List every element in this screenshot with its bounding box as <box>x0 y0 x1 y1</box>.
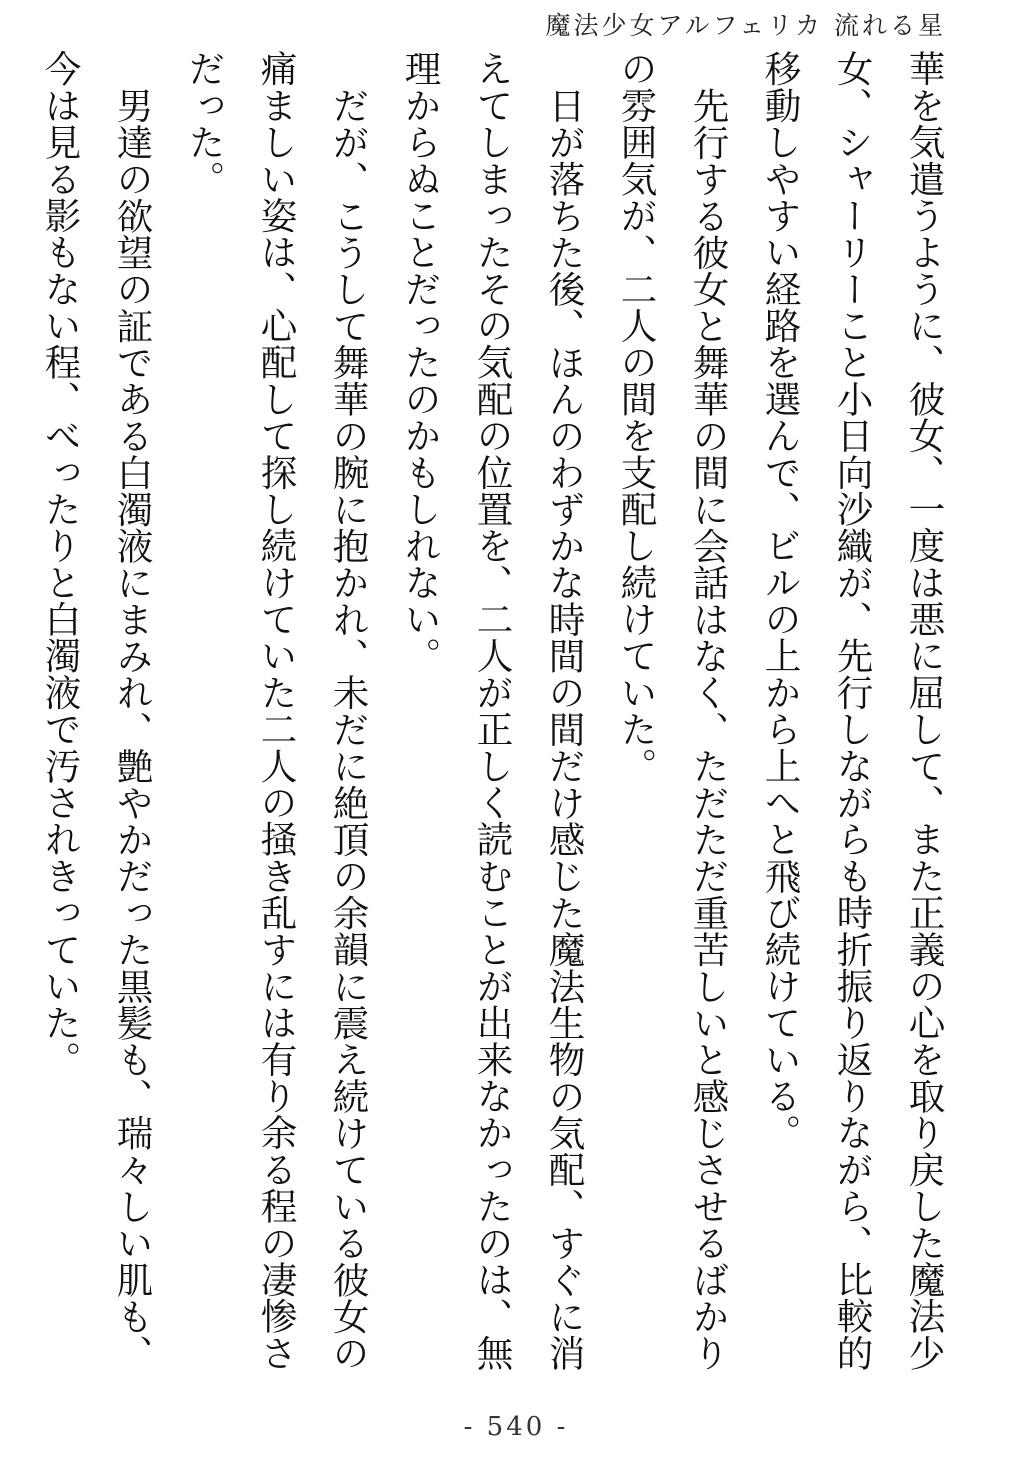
paragraph-2: 先行する彼女と舞華の間に会話はなく、ただただ重苦しいと感じさせるばかりの雰囲気が、二人の間を支配し続けていた。 <box>615 50 730 1371</box>
running-title: 魔法少女アルフェリカ 流れる星 <box>545 11 946 40</box>
paragraph-1: 華を気遣うように、彼女、一度は悪に屈して、また正義の心を取り戻した魔法少女、シャーリーこと小日向沙織が、先行しながらも時折振り返りながら、比較的移動しやすい経路を選んで、ビルの上から上へと飛び続けている。 <box>759 50 946 1371</box>
paragraph-3: 日が落ちた後、ほんのわずかな時間の間だけ感じた魔法生物の気配、すぐに消えてしまったその気配の位置を、二人が正しく読むことが出来なかったのは、無理からぬことだったのかもしれない。 <box>399 50 586 1371</box>
paragraph-4: だが、こうして舞華の腕に抱かれ、未だに絶頂の余韻に震え続けている彼女の痛ましい姿は、心配して探し続けていた二人の掻き乱すには有り余る程の凄惨さだった。 <box>183 50 370 1371</box>
page-number: - 540 - <box>463 1412 569 1442</box>
vertical-text-body <box>24 50 960 1395</box>
paragraph-5: 男達の欲望の証である白濁液にまみれ、艶やかだった黒髪も、瑞々しい肌も、今は見る影もない程、べったりと白濁液で汚されきっていた。 <box>39 50 154 1371</box>
